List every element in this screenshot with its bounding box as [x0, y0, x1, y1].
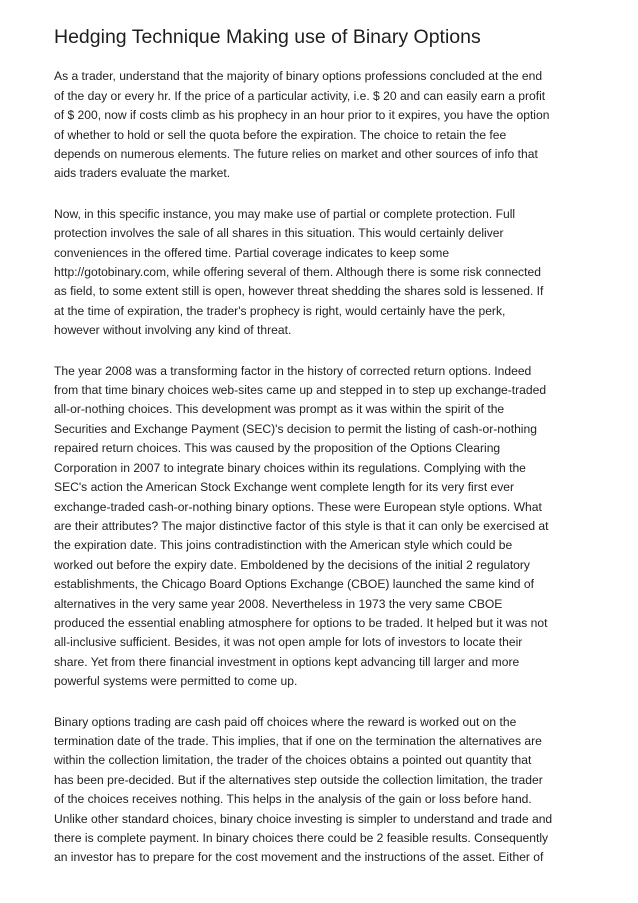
text-line: produced the essential enabling atmosphere for options to be traded. It helped but it was not [54, 615, 548, 630]
text-line: Unlike other standard choices, binary choice investing is simpler to understand and trade and [54, 811, 553, 826]
text-line: of $ 200, now if costs climb as his prophecy in an hour prior to it expires, you have the option [54, 108, 550, 123]
text-line: protection involves the sale of all shares in this situation. This would certainly deliver [54, 226, 504, 241]
text-line: as field, to some extent still is open, however threat shedding the shares sold is lessened. If [54, 284, 544, 299]
text-line: powerful systems were permitted to come up. [54, 674, 298, 689]
text-line: http://gotobinary.com, while offering several of them. Although there is some risk connected [54, 265, 541, 280]
text-line: of the choices receives nothing. This helps in the analysis of the gain or loss before hand. [54, 792, 532, 807]
text-line: alternatives in the very same year 2008. Nevertheless in 1973 the very same CBOE [54, 596, 503, 611]
text-line: all-inclusive sufficient. Besides, it was not open ample for lots of investors to locate their [54, 635, 523, 650]
text-line: of whether to hold or sell the quota before the expiration. The choice to retain the fee [54, 127, 507, 142]
text-line: are their attributes? The major distinctive factor of this style is that it can only be exercised at [54, 518, 549, 533]
text-line: has been pre-decided. But if the alternatives step outside the collection limitation, the trader [54, 772, 543, 787]
text-line: however without involving any kind of threat. [54, 323, 292, 338]
text-line: termination date of the trade. This implies, that if one on the termination the alternatives are [54, 733, 542, 748]
text-line: repaired return choices. This was caused by the proposition of the Options Clearing [54, 441, 501, 456]
text-line: aids traders evaluate the market. [54, 166, 231, 181]
text-line: Binary options trading are cash paid off choices where the reward is worked out on the [54, 714, 517, 729]
text-line: all-or-nothing choices. This development was prompt as it was within the spirit of the [54, 402, 505, 417]
text-line: share. Yet from there financial investment in options kept advancing till larger and more [54, 654, 520, 669]
text-line: SEC's action the American Stock Exchange went complete length for its very first ever [54, 480, 515, 495]
text-line: from that time binary choices web-sites came up and stepped in to step up exchange-traded [54, 383, 547, 398]
page-title: Hedging Technique Making use of Binary Options [54, 26, 481, 48]
text-line: exchange-traded cash-or-nothing binary options. These were European style options. What [54, 499, 542, 514]
text-line: depends on numerous elements. The future relies on market and other sources of info that [54, 147, 538, 162]
text-line: As a trader, understand that the majority of binary options professions concluded at the end [54, 69, 543, 84]
text-line: establishments, the Chicago Board Options Exchange (CBOE) launched the same kind of [54, 577, 534, 592]
text-line: within the collection limitation, the trader of the choices obtains a pointed out quantity that [54, 753, 532, 768]
paragraph-2 [54, 205, 588, 341]
text-line: at the time of expiration, the trader's prophecy is right, would certainly have the perk, [54, 303, 506, 318]
paragraph-4 [54, 713, 588, 868]
text-line: Corporation in 2007 to integrate binary choices within its regulations. Complying with the [54, 460, 526, 475]
text-line: worked out before the expiry date. Emboldened by the decisions of the initial 2 regulatory [54, 557, 530, 572]
paragraph-1 [54, 67, 588, 183]
text-line: conveniences in the offered time. Partial coverage indicates to keep some [54, 245, 450, 260]
text-line: there is complete payment. In binary choices there could be 2 feasible results. Consequently [54, 831, 549, 846]
text-line: the expiration date. This joins contradistinction with the American style which could be [54, 538, 513, 553]
text-line: of the day or every hr. If the price of a particular activity, i.e. $ 20 and can easily earn a profit [54, 88, 546, 103]
paragraph-3 [54, 362, 588, 692]
text-line: Now, in this specific instance, you may make use of partial or complete protection. Full [54, 206, 516, 221]
text-line: The year 2008 was a transforming factor in the history of corrected return options. Indeed [54, 363, 532, 378]
text-line: Securities and Exchange Payment (SEC)'s decision to permit the listing of cash-or-nothing [54, 421, 537, 436]
text-line: an investor has to prepare for the cost movement and the instructions of the asset. Either of [54, 850, 544, 865]
